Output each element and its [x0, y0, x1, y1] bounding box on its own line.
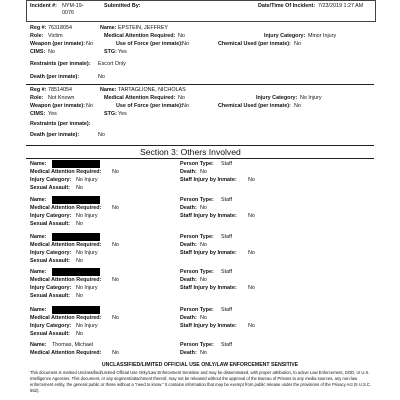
injury-category-label: Injury Category:: [30, 250, 72, 256]
death-label: Death:: [180, 169, 197, 175]
death-label: Death (per inmate):: [30, 132, 80, 138]
medical-attention-value: No: [178, 33, 185, 39]
restraints-label: Restraints (per inmate):: [30, 61, 91, 67]
staff-injury-label: Staff Injury by Inmate:: [180, 250, 237, 256]
redaction-bar: [52, 160, 100, 168]
injury-category-value: Minor Injury: [308, 33, 337, 39]
incident-number-value-cont: 0076: [62, 10, 74, 16]
medical-attention-value: No: [112, 205, 119, 211]
reg-value: 76318054: [48, 25, 72, 31]
weapon-label: Weapon (per inmate):: [30, 103, 86, 109]
divider: [26, 84, 374, 85]
chemical-used-label: Chemical Used (per inmate):: [218, 41, 291, 47]
cims-value: No: [48, 49, 55, 55]
medical-attention-value: No: [112, 169, 119, 175]
injury-category-label: Injury Category:: [30, 323, 72, 329]
chemical-used-value: No: [294, 41, 301, 47]
person-type-value: Staff: [221, 269, 232, 275]
person-name-label: Name:: [30, 342, 47, 348]
injury-category-value: No Injury: [300, 95, 322, 101]
staff-injury-label: Staff Injury by Inmate:: [180, 323, 237, 329]
medical-attention-label: Medical Attention Required:: [30, 169, 102, 175]
name-value: TARTAGLIONE, NICHOLAS: [118, 87, 186, 93]
person-type-label: Person Type:: [180, 269, 214, 275]
injury-category-value: No Injury: [76, 177, 98, 183]
weapon-label: Weapon (per inmate):: [30, 41, 86, 47]
injury-category-label: Injury Category:: [30, 177, 72, 183]
sexual-assault-label: Sexual Assault:: [30, 331, 70, 337]
death-value: No: [200, 205, 207, 211]
role-value: Not Known: [48, 95, 75, 101]
redaction-bar: [52, 233, 100, 241]
cims-value: Yes: [48, 111, 57, 117]
cims-label: CIMS:: [30, 49, 46, 55]
medical-attention-label: Medical Attention Required:: [30, 205, 102, 211]
reg-value: 78514054: [48, 87, 72, 93]
death-value: No: [200, 315, 207, 321]
incident-number-value: NYM-19-: [62, 3, 84, 9]
death-label: Death:: [180, 242, 197, 248]
sexual-assault-label: Sexual Assault:: [30, 185, 70, 191]
person-name-label: Name:: [30, 234, 47, 240]
death-value: No: [200, 242, 207, 248]
stg-value: Yes: [118, 49, 127, 55]
death-value: No: [200, 277, 207, 283]
person-type-value: Staff: [221, 197, 232, 203]
dissemination-notice: This document is marked Unclassified/Limited Official Use Only/Law Enforcement Sensitive and may be disseminated, with proper attribution, to active Law Enforcement, DOD, or U.S. Intelligence Agencies. This document, or any segment/attachment thereof, may not be released without the approval of the Bureau of Prisons to any media sources, any non-law enforcement entity, the general public or those without a "need to know." It contains information that may be exempt from public release under the provisions of the Privacy Act (5 U.S.C. 552).: [30, 370, 372, 393]
sexual-assault-value: No: [76, 258, 83, 264]
name-label: Name:: [100, 25, 117, 31]
stg-value: Yes: [118, 111, 127, 117]
sexual-assault-label: Sexual Assault:: [30, 221, 70, 227]
person-name-label: Name:: [30, 197, 47, 203]
injury-category-value: No Injury: [76, 250, 98, 256]
medical-attention-label: Medical Attention Required:: [104, 33, 176, 39]
medical-attention-value: No: [112, 315, 119, 321]
sexual-assault-value: No: [76, 221, 83, 227]
sexual-assault-value: No: [76, 185, 83, 191]
date-time-value: 7/23/2019 1:27 AM: [318, 3, 364, 9]
sexual-assault-value: No: [76, 331, 83, 337]
person-name-label: Name:: [30, 269, 47, 275]
weapon-value: No: [86, 103, 93, 109]
role-value: Victim: [48, 33, 63, 39]
role-label: Role:: [30, 95, 44, 101]
sexual-assault-value: No: [76, 293, 83, 299]
restraints-label: Restraints (per inmate):: [30, 121, 91, 127]
medical-attention-label: Medical Attention Required:: [30, 277, 102, 283]
staff-injury-label: Staff Injury by Inmate:: [180, 177, 237, 183]
reg-label: Reg #:: [30, 25, 47, 31]
use-of-force-value: No: [182, 41, 189, 47]
chemical-used-label: Chemical Used (per inmate):: [218, 103, 291, 109]
death-label: Death:: [180, 315, 197, 321]
name-label: Name:: [100, 87, 117, 93]
medical-attention-value: No: [112, 277, 119, 283]
person-type-value: Staff: [221, 161, 232, 167]
person-type-label: Person Type:: [180, 161, 214, 167]
person-name-label: Name:: [30, 307, 47, 313]
staff-injury-value: No: [248, 250, 255, 256]
person-type-value: Staff: [221, 307, 232, 313]
person-name-label: Name:: [30, 161, 47, 167]
injury-category-value: No Injury: [76, 323, 98, 329]
submitted-by-label: Submitted By:: [104, 3, 141, 9]
injury-category-value: No Injury: [76, 285, 98, 291]
person-type-value: Staff: [221, 342, 232, 348]
classification-banner: UNCLASSIFIED/LIMITED OFFICIAL USE ONLY/LAW ENFORCEMENT SENSITIVE: [101, 362, 299, 368]
staff-injury-value: No: [248, 323, 255, 329]
death-value: No: [98, 74, 105, 80]
medical-attention-value: No: [112, 242, 119, 248]
person-type-label: Person Type:: [180, 342, 214, 348]
person-type-label: Person Type:: [180, 307, 214, 313]
stg-label: STG:: [104, 111, 117, 117]
medical-attention-value: No: [112, 350, 119, 356]
reg-label: Reg #:: [30, 87, 47, 93]
stg-label: STG:: [104, 49, 117, 55]
staff-injury-value: No: [248, 285, 255, 291]
weapon-value: No: [86, 41, 93, 47]
injury-category-label: Injury Category:: [30, 285, 72, 291]
redaction-bar: [52, 306, 100, 314]
medical-attention-label: Medical Attention Required:: [30, 315, 102, 321]
staff-injury-value: No: [248, 177, 255, 183]
redaction-bar: [52, 196, 100, 204]
section-rule-top: [26, 145, 374, 146]
date-time-label: Date/Time Of Incident:: [258, 3, 316, 9]
injury-category-label: Injury Category:: [256, 95, 298, 101]
injury-category-label: Injury Category:: [264, 33, 306, 39]
person-name-value: Thomas, Michael: [52, 342, 94, 348]
death-label: Death:: [180, 277, 197, 283]
use-of-force-value: No: [182, 103, 189, 109]
chemical-used-value: No: [294, 103, 301, 109]
death-label: Death (per inmate):: [30, 74, 80, 80]
restraints-value: Escort Only: [98, 61, 126, 67]
cims-label: CIMS:: [30, 111, 46, 117]
role-label: Role:: [30, 33, 44, 39]
staff-injury-label: Staff Injury by Inmate:: [180, 213, 237, 219]
redaction-bar: [52, 268, 100, 276]
incident-number-label: Incident #:: [30, 3, 57, 9]
name-value: EPSTEIN, JEFFREY: [118, 25, 169, 31]
sexual-assault-label: Sexual Assault:: [30, 258, 70, 264]
death-value: No: [200, 169, 207, 175]
staff-injury-label: Staff Injury by Inmate:: [180, 285, 237, 291]
sexual-assault-label: Sexual Assault:: [30, 293, 70, 299]
medical-attention-value: No: [178, 95, 185, 101]
medical-attention-label: Medical Attention Required:: [30, 350, 102, 356]
medical-attention-label: Medical Attention Required:: [30, 242, 102, 248]
death-label: Death:: [180, 205, 197, 211]
death-value: No: [98, 132, 105, 138]
injury-category-label: Injury Category:: [30, 213, 72, 219]
injury-category-value: No Injury: [76, 213, 98, 219]
person-type-label: Person Type:: [180, 234, 214, 240]
death-label: Death:: [180, 350, 197, 356]
use-of-force-label: Use of Force (per inmate):: [116, 103, 183, 109]
use-of-force-label: Use of Force (per inmate):: [116, 41, 183, 47]
death-value: No: [200, 350, 207, 356]
person-type-label: Person Type:: [180, 197, 214, 203]
medical-attention-label: Medical Attention Required:: [104, 95, 176, 101]
section-3-title: Section 3: Others Involved: [140, 147, 241, 157]
staff-injury-value: No: [248, 213, 255, 219]
person-type-value: Staff: [221, 234, 232, 240]
section-rule-bottom: [26, 158, 374, 159]
